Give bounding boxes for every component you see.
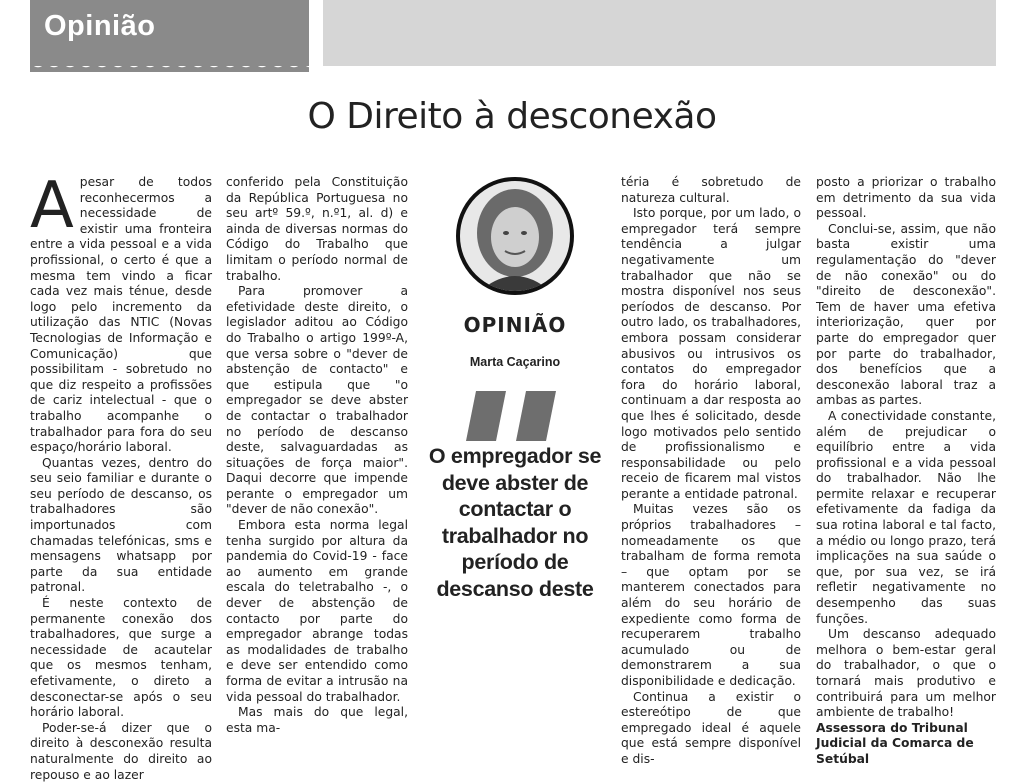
- paragraph: posto a priorizar o trabalho em detrimento da sua vida pessoal.: [816, 175, 996, 221]
- paragraph: É neste contexto de permanente conexão dos trabalhadores, que surge a necessidade de acautelar que os mesmos tenham, efetivamente, o direto a desconectar-se após o seu horário laboral.: [30, 596, 212, 720]
- drop-cap: A: [30, 169, 74, 243]
- section-tab: [30, 0, 309, 66]
- paragraph: Continua a existir o estereótipo de que empregado ideal é aquele que está sempre disponível e dis-: [621, 689, 801, 766]
- paragraph: téria é sobretudo de natureza cultural.: [621, 175, 801, 205]
- opinion-label: OPINIÃO: [463, 313, 567, 337]
- pull-quote: O empregador se deve abster de contactar o trabalhador no período de descanso deste: [428, 444, 602, 601]
- paragraph: Quantas vezes, dentro do seu seio familiar e durante o seu período de descanso, os trabalhadores são importunados com chamadas telefónicas, sms e mensagens whatsapp por parte da sua entidade patronal.: [30, 455, 212, 595]
- column-2: [226, 175, 408, 736]
- paragraph: Embora esta norma legal tenha surgido por altura da pandemia do Covid-19 - face ao aumento em grande escala do teletrabalho -, o dever de abstenção de contacto por parte do empregador abrange todas as modalidades de trabalho e deve ser entendido como forma de evitar a intrusão na vida pessoal do trabalhador.: [226, 518, 408, 704]
- author-photo: [456, 177, 574, 295]
- paragraph-text: pesar de todos reconhecermos a necessidade de existir uma fronteira entre a vida pessoal e a vida profissional, o certo é que a mesma tem vindo a ficar cada vez mais ténue, desde logo pelo incremento da utilização das NTIC (Novas Tecnologias de Informação e Comunicação) que possibilitam - sobretudo no que diz respeito a profissões de cariz intelectual - que o trabalho acompanhe o trabalhador para fora do seu espaço/horário laboral.: [30, 175, 212, 455]
- headline: O Direito à desconexão: [307, 96, 717, 137]
- paragraph: Isto porque, por um lado, o empregador terá sempre tendência a julgar negativamente um trabalhador que não se mostra disponível nos seus períodos de descanso. Por outro lado, os trabalhadores, embora possam considerar abusivos ou intrusivos os contatos do empregador fora do horário laboral, continuam a dar resposta ao que lhes é solicitado, desde logo motivados pelo sentido de profissionalismo e responsabilidade ou pelo receio de ficarem mal vistos perante a entidade patronal.: [621, 206, 801, 501]
- author-name: Marta Caçarino: [469, 355, 561, 369]
- column-1: [30, 169, 212, 783]
- paragraph: Poder-se-á dizer que o direito à desconexão resulta naturalmente do direito ao repouso e ao lazer: [30, 720, 212, 782]
- paragraph: [30, 169, 212, 456]
- header-bar: [323, 0, 996, 66]
- author-signature: Assessora do Tribunal Judicial da Comarca de Setúbal: [816, 720, 974, 766]
- column-4: [621, 175, 801, 768]
- section-title: Opinião: [44, 10, 156, 42]
- paragraph: Muitas vezes são os próprios trabalhadores – nomeadamente os que trabalham de forma remota – que optam por se manterem conectados para além do seu horário de expediente como forma de recuperarem trabalho acumulado ou de demonstrarem a sua disponibilidade e dedicação.: [621, 502, 801, 688]
- column-5: [816, 175, 996, 768]
- paragraph: Um descanso adequado melhora o bem-estar geral do trabalhador, o que o tornará mais produtivo e contribuirá para um melhor ambiente de trabalho!: [816, 627, 996, 720]
- paragraph: Para promover a efetividade deste direito, o legislador aditou ao Código do Trabalho o artigo 199º-A, que versa sobre o "dever de abstenção de contacto" e que estipula que "o empregador se deve abster de contactar o trabalhador no período de descanso deste, salvaguardadas as situações de força maior". Daqui decorre que impende perante o empregador um "dever de não conexão".: [226, 284, 408, 517]
- paragraph: conferido pela Constituição da República Portuguesa no seu artº 59.º, n.º1, al. d) e ainda de diversas normas do Código do Trabalho que limitam o período normal de trabalho.: [226, 175, 408, 283]
- paragraph: A conectividade constante, além de prejudicar o equilíbrio entre a vida profissional e a vida pessoal do trabalhador. Não lhe permite relaxar e recuperar efetivamente da fadiga da sua rotina laboral e tal facto, a médio ou longo prazo, terá implicações na sua saúde o que, por sua vez, se irá refletir negativamente no desempenho das suas funções.: [816, 408, 996, 626]
- quote-marks-icon: [466, 391, 566, 441]
- paragraph: Mas mais do que legal, esta ma-: [226, 705, 408, 735]
- paragraph: Conclui-se, assim, que não basta existir uma regulamentação do "dever de não conexão" ou do "direito de desconexão". Tem de haver uma efetiva interiorização, quer por parte do empregador quer por parte do trabalhador, dos benefícios que a desconexão laboral traz a ambas as partes.: [816, 221, 996, 408]
